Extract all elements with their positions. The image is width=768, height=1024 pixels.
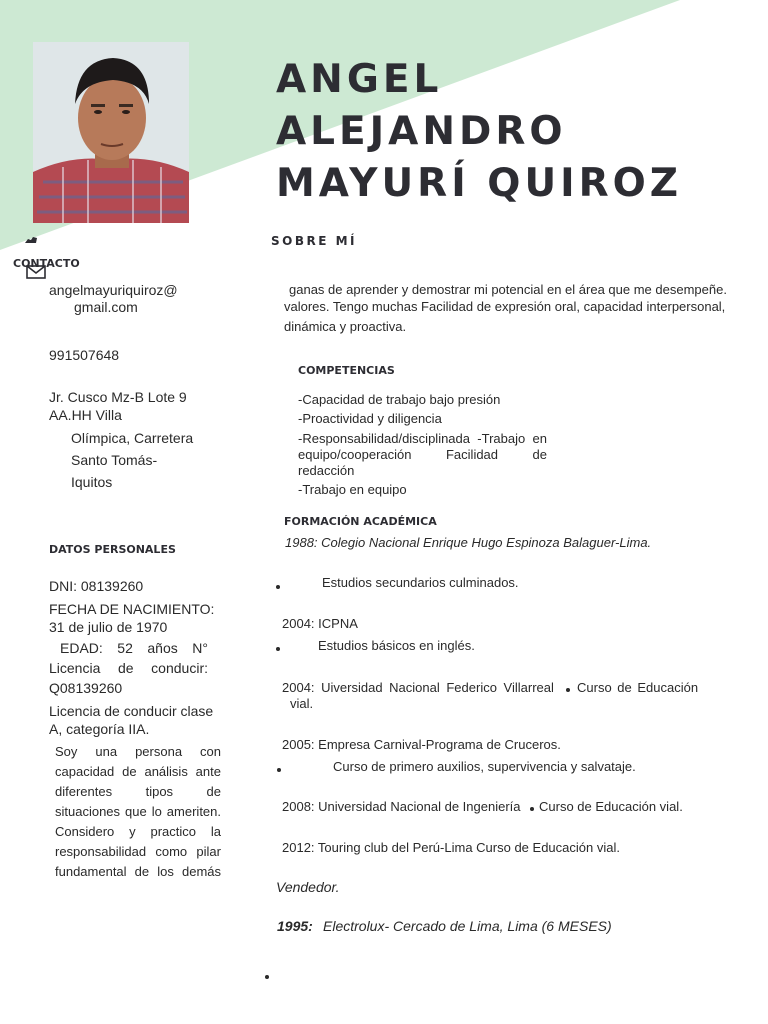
contact-title: CONTACTO <box>13 257 80 270</box>
address-line-2: AA.HH Villa <box>49 407 122 423</box>
education-2005-detail: Curso de primero auxilios, supervivencia y salvataje. <box>333 759 636 774</box>
skills-title: COMPETENCIAS <box>298 364 395 377</box>
skill-item: equipo/cooperación Facilidad de <box>298 447 547 462</box>
portrait-illustration <box>33 42 189 223</box>
name-line-2: ALEJANDRO <box>276 109 567 154</box>
education-2004-unfv-line2: vial. <box>290 696 314 711</box>
license-label: Licencia de conducir: <box>49 660 208 676</box>
experience-role: Vendedor. <box>276 879 340 895</box>
education-1988-detail: Estudios secundarios culminados. <box>322 575 519 590</box>
birth-date: 31 de julio de 1970 <box>49 619 168 635</box>
address-line-5: Iquitos <box>71 474 113 490</box>
education-2005: 2005: Empresa Carnival-Programa de Cruceros. <box>282 737 561 752</box>
skills-list <box>298 392 547 498</box>
experience-year: 1995: <box>277 918 313 934</box>
address-line-3: Olímpica, Carretera <box>71 430 194 446</box>
phone-number: 991507648 <box>49 347 120 363</box>
education-1988: 1988: Colegio Nacional Enrique Hugo Espinoza Balaguer-Lima. <box>285 535 652 550</box>
dni: DNI: 08139260 <box>49 578 144 594</box>
education-2004-icpna-detail: Estudios básicos en inglés. <box>318 638 475 653</box>
education-2012: 2012: Touring club del Perú-Lima Curso de Educación vial. <box>282 840 620 855</box>
profile-line: diferentes tipos de <box>55 784 221 799</box>
skill-item: redacción <box>298 463 355 478</box>
profile-line: responsabilidad como pilar <box>55 844 221 859</box>
skill-item: -Capacidad de trabajo bajo presión <box>298 392 501 407</box>
bullet <box>566 688 570 692</box>
profile-photo <box>33 42 189 223</box>
about-line-3: dinámica y proactiva. <box>284 319 407 334</box>
profile-summary <box>55 742 221 882</box>
about-title: SOBRE MÍ <box>271 234 358 248</box>
profile-line: Soy una persona con <box>55 744 221 759</box>
bullet <box>265 975 269 979</box>
personal-data-title: DATOS PERSONALES <box>49 543 176 556</box>
name-line-1: ANGEL <box>276 57 443 102</box>
bullet <box>276 585 280 589</box>
phone-icon <box>24 235 38 247</box>
skill-item: -Trabajo en equipo <box>298 482 407 497</box>
candidate-name <box>276 54 682 210</box>
age: EDAD: 52 años N° <box>60 640 208 656</box>
education-2004-icpna: 2004: ICPNA <box>282 616 358 631</box>
experience-detail: Electrolux- Cercado de Lima, Lima (6 MESES) <box>323 918 612 934</box>
education-title: FORMACIÓN ACADÉMICA <box>284 515 437 528</box>
about-line-2: valores. Tengo muchas Facilidad de expresión oral, capacidad interpersonal, <box>284 299 726 314</box>
profile-line: Considero y practico la <box>55 824 221 839</box>
address-line-4: Santo Tomás- <box>71 452 158 468</box>
license-number: Q08139260 <box>49 680 123 696</box>
profile-line: situaciones que lo ameriten. <box>55 804 221 819</box>
skill-item: -Proactividad y diligencia <box>298 411 442 426</box>
skill-item: -Responsabilidad/disciplinada -Trabajo en <box>298 431 547 446</box>
email-line-2: gmail.com <box>74 299 138 315</box>
birth-label: FECHA DE NACIMIENTO: <box>49 601 215 617</box>
education-2004-unfv-course: Curso de Educación <box>577 680 699 695</box>
name-line-3: MAYURÍ QUIROZ <box>276 161 683 206</box>
address-line-1: Jr. Cusco Mz-B Lote 9 <box>49 389 187 405</box>
bullet <box>530 807 534 811</box>
bullet <box>276 647 280 651</box>
profile-line: fundamental de los demás <box>55 864 221 879</box>
profile-line: capacidad de análisis ante <box>55 764 221 779</box>
education-2008: 2008: Universidad Nacional de Ingeniería <box>282 799 521 814</box>
license-class-2: A, categoría IIA. <box>49 721 150 737</box>
about-line-1: ganas de aprender y demostrar mi potencial en el área que me desempeñe. <box>289 282 727 297</box>
education-2004-unfv: 2004: Uiversidad Nacional Federico Villarreal <box>282 680 554 695</box>
email-line-1: angelmayuriquiroz@ <box>49 282 178 298</box>
bullet <box>277 768 281 772</box>
license-class-1: Licencia de conducir clase <box>49 703 214 719</box>
education-2008-course: Curso de Educación vial. <box>539 799 683 814</box>
